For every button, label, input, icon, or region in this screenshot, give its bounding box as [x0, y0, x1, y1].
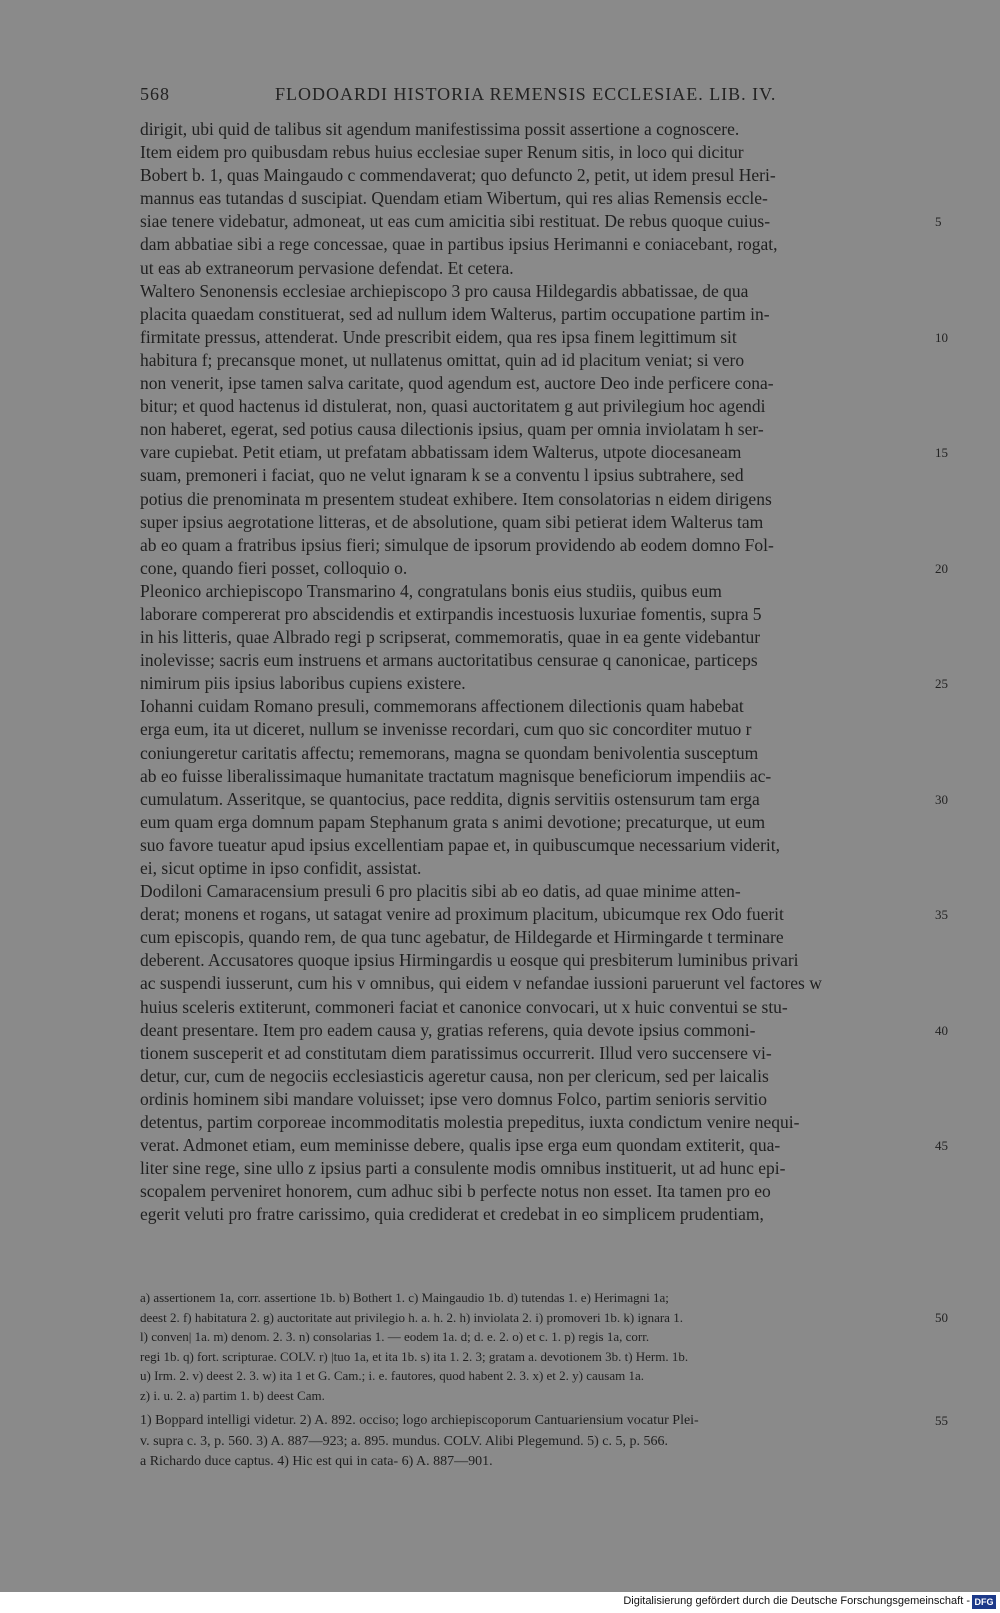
text-line-text: deant presentare. Item pro eadem causa y, gratias referens, quia devote ipsius commoni-: [140, 1019, 756, 1040]
text-line-text: ordinis hominem sibi mandare voluisset; ipse vero domnus Folco, partim senioris servitio: [140, 1088, 768, 1109]
text-line: [140, 1203, 922, 1226]
text-line: [140, 395, 922, 418]
text-line: [140, 280, 922, 303]
line-number: 15: [935, 445, 948, 461]
text-line-text: dam abbatiae sibi a rege concessae, quae in partibus ipsius Herimanni e coniacebant, rogat,: [140, 234, 778, 255]
text-line: [140, 788, 948, 811]
credit-text: Digitalisierung gefördert durch die Deutsche Forschungsgemeinschaft -: [623, 1595, 970, 1607]
apparatus-line: [140, 1288, 922, 1308]
text-line: [140, 903, 948, 926]
text-line: [140, 1088, 922, 1111]
text-line: [140, 464, 922, 487]
text-line: [140, 511, 922, 534]
text-line-text: huius sceleris extiterunt, commoneri faciat et canonice convocari, ut x huic conventui se stu-: [140, 996, 788, 1017]
apparatus-line: [140, 1308, 948, 1328]
text-line-text: Dodiloni Camaracensium presuli 6 pro placitis sibi ab eo datis, ad quae minime atten-: [140, 881, 741, 902]
footnote-line-text: a Richardo duce captus. 4) Hic est qui in cata- 6) A. 887—901.: [140, 1454, 493, 1469]
text-line: [140, 926, 922, 949]
text-line-text: Iohanni cuidam Romano presuli, commemorans affectionem dilectionis quam habebat: [140, 696, 744, 717]
text-line-text: ac suspendi iusserunt, cum his v omnibus, qui eidem v nefandae iussioni paruerunt vel factores w: [140, 973, 822, 994]
footnote-line-text: 1) Boppard intelligi videtur. 2) A. 892. occiso; logo archiepiscoporum Cantuariensium vocatur Plei-: [140, 1413, 699, 1428]
text-line: [140, 672, 948, 695]
dfg-logo: DFG: [972, 1595, 996, 1609]
text-line: [140, 742, 922, 765]
text-line: [140, 880, 922, 903]
text-line-text: deberent. Accusatores quoque ipsius Hirmingardis u eosque qui presbiterum luminibus privari: [140, 950, 799, 971]
text-line-text: ut eas ab extraneorum pervasione defendat. Et cetera.: [140, 257, 514, 278]
running-title: FLODOARDI HISTORIA REMENSIS ECCLESIAE. LIB. IV.: [275, 84, 777, 104]
text-line: [140, 1180, 922, 1203]
text-line: [140, 257, 922, 280]
text-line: [140, 718, 922, 741]
text-line: [140, 187, 922, 210]
text-line-text: non haberet, egerat, sed potius causa dilectionis ipsius, quam per omnia inviolatam h ser-: [140, 419, 764, 440]
text-line: [140, 695, 922, 718]
line-number: 5: [935, 214, 942, 230]
text-line: [140, 972, 922, 995]
text-line-text: habitura f; precansque monet, ut nullatenus omittat, quin ad id placitum veniat; si vero: [140, 349, 745, 370]
apparatus-line: [140, 1366, 922, 1386]
text-line-text: firmitate pressus, attenderat. Unde prescribit eidem, qua res ipsa finem legittimum sit: [140, 326, 737, 347]
text-line-text: Bobert b. 1, quas Maingaudo c commendaverat; quo defuncto 2, petit, ut idem presul Heri-: [140, 165, 776, 186]
text-line: [140, 1111, 922, 1134]
text-line-text: eum quam erga domnum papam Stephanum grata s animi devotione; precaturque, ut eum: [140, 811, 766, 832]
apparatus-line-text: z) i. u. 2. a) partim 1. b) deest Cam.: [140, 1387, 325, 1403]
text-line: [140, 649, 922, 672]
text-line-text: vare cupiebat. Petit etiam, ut prefatam abbatissam idem Walterus, utpote diocesaneam: [140, 442, 742, 463]
apparatus-line-text: deest 2. f) habitatura 2. g) auctoritate aut privilegio h. a. h. 2. h) inviolata 2. i) promoveri 1b. k) ignara 1.: [140, 1309, 683, 1325]
text-line-text: liter sine rege, sine ullo z ipsius parti a consulente modis omnibus instituerit, ut ad hunc epi-: [140, 1158, 786, 1179]
text-line-text: super ipsius aegrotatione litteras, et de absolutione, quam sibi petierat idem Walterus tam: [140, 511, 764, 532]
text-line: [140, 557, 948, 580]
page-number: 568: [140, 84, 170, 104]
text-line: [140, 488, 922, 511]
text-line: [140, 765, 922, 788]
line-number: 10: [935, 329, 948, 345]
text-line: [140, 1134, 948, 1157]
text-line-text: ab eo quam a fratribus ipsius fieri; simulque de ipsorum providendo ab eodem domno Fol-: [140, 534, 774, 555]
text-line: [140, 326, 948, 349]
apparatus-line: [140, 1386, 922, 1406]
line-number: 30: [935, 791, 948, 807]
text-line-text: derat; monens et rogans, ut satagat venire ad proximum placitum, ubicumque rex Odo fuerit: [140, 904, 784, 925]
text-line: [140, 1065, 922, 1088]
text-line-text: egerit veluti pro fratre carissimo, quia crediderat et credebat in eo simplicem prudentiam,: [140, 1204, 764, 1225]
text-line-text: non venerit, ipse tamen salva caritate, quod agendum est, auctore Deo inde perficere cona-: [140, 373, 774, 394]
text-line-text: erga eum, ita ut diceret, nullum se invenisse recordari, cum quo sic concorditer mutuo r: [140, 719, 752, 740]
apparatus-line-text: l) conven| 1a. m) denom. 2. 3. n) consolarias 1. — eodem 1a. d; d. e. 2. o) et c. 1. p) regis 1a, corr.: [140, 1329, 650, 1344]
text-line: [140, 534, 922, 557]
text-line-text: suam, premoneri i faciat, quo ne velut ignaram k se a conventu l ipsius subtrahere, sed: [140, 465, 744, 486]
apparatus-line: [140, 1327, 922, 1347]
text-line: [140, 834, 922, 857]
line-number: 40: [935, 1022, 948, 1038]
text-line: [140, 1157, 922, 1180]
line-number: 50: [935, 1309, 948, 1325]
text-line: [140, 626, 922, 649]
apparatus-line-text: u) Irm. 2. v) deest 2. 3. w) ita 1 et G. Cam.; i. e. fautores, quod habent 2. 3. x) et 2. y) causam 1a.: [140, 1368, 644, 1383]
text-line: [140, 210, 942, 233]
text-line: [140, 141, 922, 164]
apparatus-line-text: a) assertionem 1a, corr. assertione 1b. b) Bothert 1. c) Maingaudio 1b. d) tutendas 1. e) Herimagni 1a;: [140, 1290, 669, 1305]
text-line-text: dirigit, ubi quid de talibus sit agendum manifestissima possit assertione a cognoscere.: [140, 119, 740, 139]
text-line-text: mannus eas tutandas d suscipiat. Quendam etiam Wibertum, qui res alias Remensis eccle-: [140, 188, 768, 209]
text-line-text: in his litteris, quae Albrado regi p scripserat, commemoratis, quae in ea gente videbantur: [140, 627, 761, 648]
text-line-text: siae tenere videbatur, admoneat, ut eas cum amicitia sibi restituat. De rebus quoque cuius-: [140, 211, 771, 232]
text-line-text: ei, sicut optime in ipso confidit, assistat.: [140, 858, 422, 878]
text-line-text: tionem susceperit et ad constitutam diem paratissimus occurrerit. Illud vero succensere vi-: [140, 1042, 772, 1063]
text-line: [140, 349, 922, 372]
digitization-credit-bar: [0, 1592, 1000, 1613]
text-line-text: cone, quando fieri posset, colloquio o.: [140, 557, 408, 578]
text-line-text: placita quaedam constituerat, sed ad nullum idem Walterus, partim occupatione partim in-: [140, 303, 770, 324]
line-number: 55: [935, 1413, 948, 1428]
text-line: [140, 857, 922, 880]
text-line: [140, 418, 922, 441]
text-line-text: suo favore tueatur apud ipsius excellentiam papae et, in quibuscumque necessarium viderit,: [140, 834, 781, 855]
text-line: [140, 233, 922, 256]
text-line: [140, 811, 922, 834]
text-line-text: cum episcopis, quando rem, de qua tunc agebatur, de Hildegarde et Hirmingarde t terminare: [140, 927, 784, 948]
text-line: [140, 1042, 922, 1065]
text-line-text: coniungeretur caritatis affectu; rememorans, magna se quondam benivolentia susceptum: [140, 742, 759, 763]
text-line-text: nimirum piis ipsius laboribus cupiens existere.: [140, 673, 466, 694]
line-number: 20: [935, 560, 948, 576]
text-line: [140, 580, 922, 603]
footnotes: [140, 1411, 948, 1473]
text-line: [140, 118, 922, 141]
apparatus-line: [140, 1347, 922, 1367]
line-number: 35: [935, 907, 948, 923]
text-line: [140, 441, 948, 464]
footnote-line: [140, 1411, 948, 1432]
text-line: [140, 372, 922, 395]
text-line-text: detentus, partim corporeae incommoditatis molestia prepeditus, iuxta condictum venire nequi-: [140, 1112, 800, 1133]
text-line: [140, 164, 922, 187]
footnote-line-text: v. supra c. 3, p. 560. 3) A. 887—923; a. 895. mundus. COLV. Alibi Plegemund. 5) c. 5, p. 566.: [140, 1433, 668, 1449]
text-line-text: bitur; et quod hactenus id distulerat, non, quasi auctoritatem g aut privilegium hoc agendi: [140, 396, 766, 417]
text-line-text: Waltero Senonensis ecclesiae archiepiscopo 3 pro causa Hildegardis abbatissae, de qua: [140, 280, 749, 301]
text-line: [140, 603, 922, 626]
text-line: [140, 949, 922, 972]
text-line-text: scopalem perveniret honorem, cum adhuc sibi b perfecte notus non esset. Ita tamen pro eo: [140, 1181, 771, 1202]
text-line-text: Pleonico archiepiscopo Transmarino 4, congratulans bonis eius studiis, quibus eum: [140, 580, 722, 601]
text-line-text: potius die prenominata m presentem studeat exhibere. Item consolatorias n eidem dirigens: [140, 488, 772, 509]
text-line: [140, 996, 922, 1019]
text-line-text: Item eidem pro quibusdam rebus huius ecclesiae super Renum sitis, in loco qui dicitur: [140, 142, 744, 163]
critical-apparatus: [140, 1288, 948, 1405]
text-line-text: inolevisse; sacris eum instruens et armans auctoritatibus censurae q canonicae, particeps: [140, 650, 758, 671]
text-line-text: detur, cur, cum de negociis ecclesiasticis ageretur causa, non per clericum, sed per laicalis: [140, 1065, 769, 1086]
footnote-line: [140, 1432, 922, 1453]
text-line: [140, 1019, 948, 1042]
apparatus-line-text: regi 1b. q) fort. scripturae. COLV. r) |tuo 1a, et ita 1b. s) ita 1. 2. 3; gratam a. devotionem 3b. t) Herm. 1b.: [140, 1348, 689, 1364]
text-line-text: laborare compererat pro abscidendis et extirpandis incestuosis luxuriae fomentis, supra 5: [140, 603, 762, 624]
line-number: 45: [935, 1138, 948, 1154]
main-text: [140, 118, 948, 1227]
line-number: 25: [935, 676, 948, 692]
text-line-text: cumulatum. Asseritque, se quantocius, pace reddita, dignis servitiis ostensurum tam erga: [140, 788, 760, 809]
footnote-line: [140, 1452, 922, 1473]
text-line: [140, 303, 922, 326]
text-line-text: ab eo fuisse liberalissimaque humanitate tractatum magnisque beneficiorum impendiis ac-: [140, 765, 772, 786]
text-line-text: verat. Admonet etiam, eum meminisse debere, qualis ipse erga eum quondam extiterit, qua-: [140, 1135, 781, 1156]
